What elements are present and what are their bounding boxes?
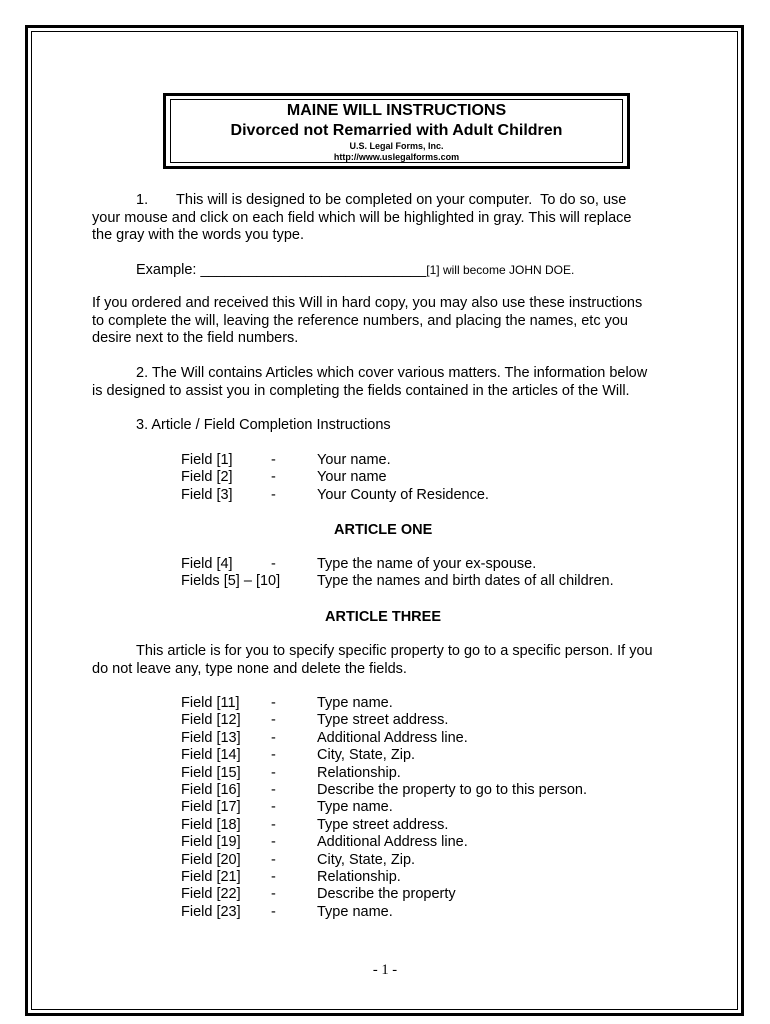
field-id: Field [15]: [181, 764, 241, 781]
instruction-paragraph-1: [92, 192, 631, 245]
paragraph-line: is designed to assist you in completing the fields contained in the articles of the Will.: [92, 382, 630, 399]
field-dash: -: [271, 712, 276, 729]
field-desc: Type street address.: [317, 712, 449, 729]
field-id: Field [17]: [181, 799, 241, 816]
field-dash: -: [271, 816, 276, 833]
field-desc: Type name.: [317, 695, 393, 711]
field-id: Field [13]: [181, 729, 241, 746]
field-id: Field [23]: [181, 903, 241, 920]
field-id: Field [12]: [181, 712, 241, 729]
paragraph-line: the gray with the words you type.: [92, 227, 304, 243]
field-dash: -: [271, 556, 276, 572]
company-url: http://www.uslegalforms.com: [333, 152, 460, 162]
document-title: MAINE WILL INSTRUCTIONS: [286, 102, 507, 119]
field-desc: Your County of Residence.: [317, 486, 489, 503]
field-id: Field [1]: [181, 452, 233, 468]
field-id: Field [14]: [181, 747, 241, 764]
field-dash: -: [271, 903, 276, 920]
example-note: [1] will become JOHN DOE.: [426, 263, 575, 277]
paragraph-line: 2. The Will contains Articles which cover various matters. The information below: [136, 365, 648, 381]
field-id: Field [3]: [181, 486, 233, 503]
field-dash: -: [271, 851, 276, 868]
article-three-intro: [92, 643, 653, 678]
field-dash: -: [271, 695, 276, 711]
field-desc: Additional Address line.: [317, 834, 468, 851]
field-id: Field [11]: [181, 695, 240, 711]
field-dash: -: [271, 764, 276, 781]
field-desc: Type street address.: [317, 816, 449, 833]
field-desc: Your name: [317, 469, 387, 486]
paragraph-line: This article is for you to specify specific property to go to a specific person. If you: [136, 643, 653, 659]
field-dash: -: [271, 486, 276, 503]
field-desc: City, State, Zip.: [317, 747, 416, 764]
field-dash: -: [271, 781, 276, 798]
field-desc: Type the name of your ex-spouse.: [317, 556, 537, 572]
document-subtitle: Divorced not Remarried with Adult Children: [230, 122, 563, 139]
example-line: [136, 262, 574, 280]
article-three-heading: ARTICLE THREE: [325, 609, 441, 625]
paragraph-line: to complete the will, leaving the reference numbers, and placing the names, etc you: [92, 312, 628, 329]
field-dash: -: [271, 452, 276, 468]
field-desc: Additional Address line.: [317, 729, 468, 746]
field-desc: Type name.: [317, 903, 393, 920]
instruction-paragraph-2: [92, 295, 642, 348]
field-desc: Relationship.: [317, 868, 401, 885]
paragraph-line: 1. This will is designed to be completed on your computer. To do so, use: [136, 192, 627, 208]
field-desc: Describe the property: [317, 886, 456, 903]
section-heading-fields: 3. Article / Field Completion Instructions: [136, 417, 391, 433]
field-dash: -: [271, 729, 276, 746]
page-number: - 1 -: [372, 962, 398, 978]
field-dash: -: [271, 747, 276, 764]
field-desc: Type the names and birth dates of all children.: [317, 573, 614, 590]
field-desc: Type name.: [317, 799, 393, 816]
field-desc: City, State, Zip.: [317, 851, 416, 868]
field-id: Field [2]: [181, 469, 233, 486]
field-dash: -: [271, 834, 276, 851]
title-box: [170, 99, 623, 163]
article-one-heading: ARTICLE ONE: [334, 522, 433, 538]
example-label: Example: ____________________________: [136, 262, 427, 278]
field-dash: -: [271, 799, 276, 816]
instruction-paragraph-3: [92, 365, 647, 400]
field-desc: Your name.: [317, 452, 391, 468]
field-id: Field [18]: [181, 816, 241, 833]
field-id: Fields [5] – [10]: [181, 573, 281, 590]
paragraph-line: desire next to the field numbers.: [92, 330, 299, 346]
field-desc: Describe the property to go to this person.: [317, 781, 588, 798]
field-id: Field [22]: [181, 886, 241, 903]
field-dash: -: [271, 868, 276, 885]
field-id: Field [21]: [181, 868, 241, 885]
field-id: Field [19]: [181, 834, 241, 851]
field-id: Field [16]: [181, 781, 241, 798]
field-id: Field [20]: [181, 851, 241, 868]
field-desc: Relationship.: [317, 764, 401, 781]
company-name: U.S. Legal Forms, Inc.: [349, 141, 444, 151]
paragraph-line: your mouse and click on each field which will be highlighted in gray. This will replace: [92, 209, 632, 226]
field-dash: -: [271, 469, 276, 486]
paragraph-line: do not leave any, type none and delete the fields.: [92, 660, 407, 677]
paragraph-line: If you ordered and received this Will in hard copy, you may also use these instructions: [92, 295, 643, 311]
field-dash: -: [271, 886, 276, 903]
field-id: Field [4]: [181, 556, 233, 572]
